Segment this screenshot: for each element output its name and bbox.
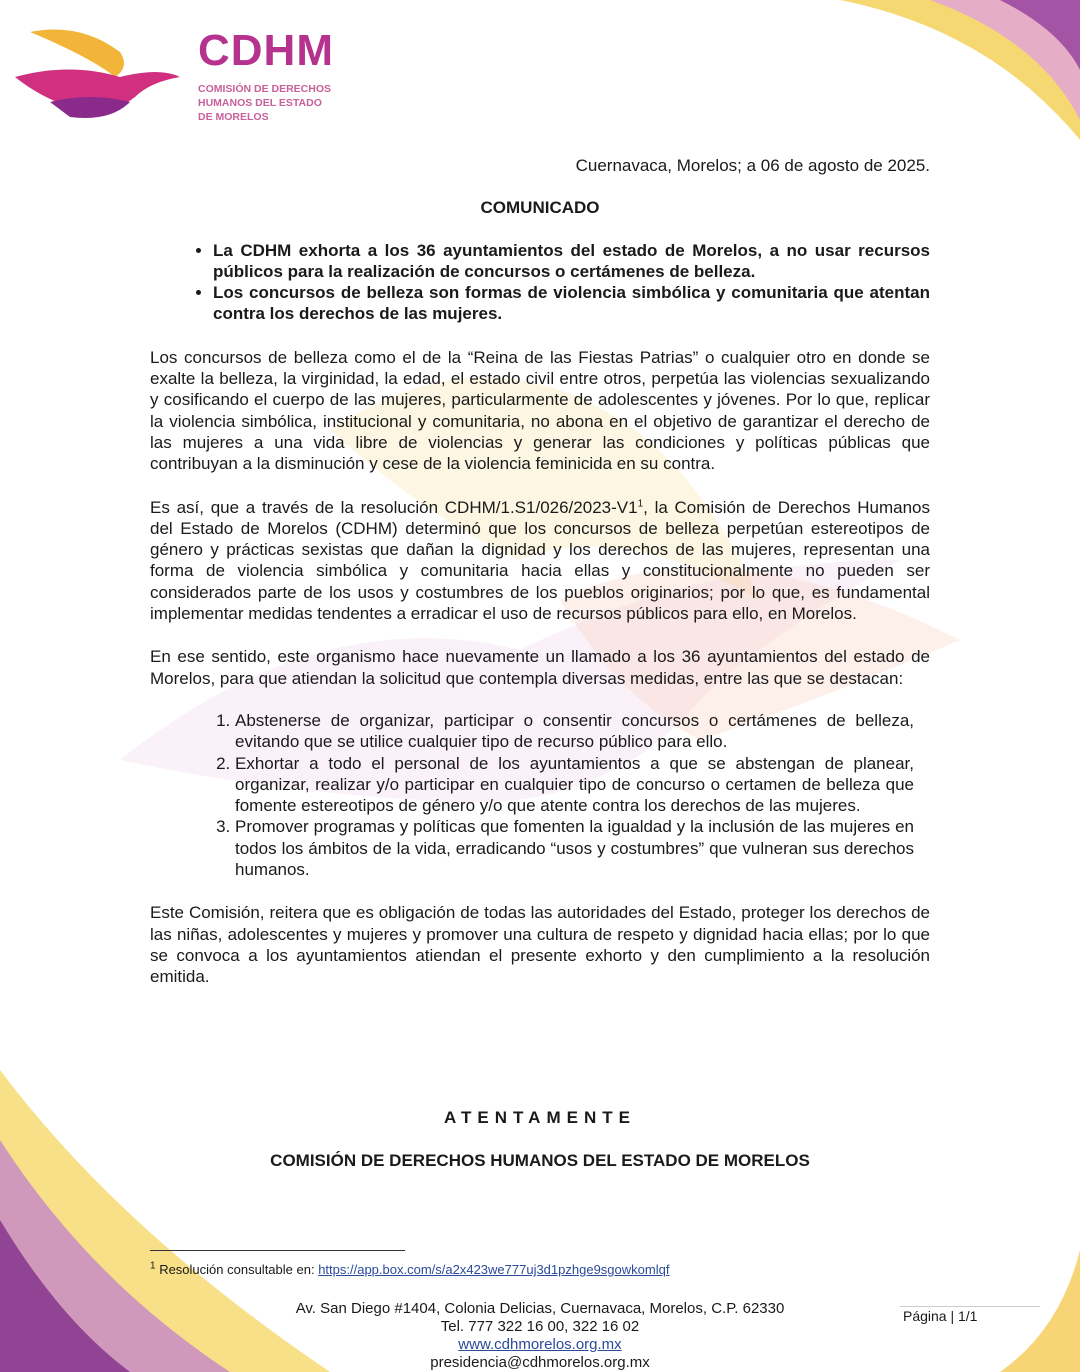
paragraph-2-end: , la Comisión de Derechos Humanos del Estado de Morelos (CDHM) determinó que los concursos de belleza perpetúan estereotipos de género y prácticas sexistas que dañan la dignidad y los derechos de las mujeres, representan una forma de violencia simbólica y comunitaria hacia ellas y constitucionalmente no pueden ser considerados parte de los usos y costumbres de los pueblos originarios; por lo que, es fundamental implementar medidas tendentes a erradicar el uso de recursos públicos para ello, en Morelos. [150,497,930,624]
signing-organization: COMISIÓN DE DERECHOS HUMANOS DEL ESTADO DE MORELOS [270,1151,810,1170]
logo-acronym: CDHM [198,26,334,75]
page-footer [250,1300,830,1372]
logo-subtitle-line: COMISIÓN DE DERECHOS [198,83,332,95]
footnote-marker: 1 [150,1260,156,1272]
closing-salutation: ATENTAMENTE [444,1108,636,1127]
measure-item: 3. Promover programas y políticas que fomenten la igualdad y la inclusión de las mujeres en todos los ámbitos de la vida, erradicando “usos y costumbres” que vulneran sus derechos humanos. [235,816,914,880]
footnote-link[interactable]: https://app.box.com/s/a2x423we777uj3d1pzhge9sgowkomlqf [318,1262,670,1277]
footnote [150,1262,669,1277]
paragraph-2 [150,497,930,625]
footer-website-link[interactable]: www.cdhmorelos.org.mx [458,1336,622,1353]
highlight-item: • La CDHM exhorta a los 36 ayuntamientos del estado de Morelos, a no usar recursos públicos para la realización de concursos o certámenes de belleza. [213,240,930,283]
logo-subtitle [198,82,331,124]
page-number: Página | 1/1 [903,1308,978,1324]
footnote-label: Resolución consultable en: [159,1262,315,1277]
highlights-list [150,240,930,325]
paragraph-1: Los concursos de belleza como el de la “Reina de las Fiestas Patrias” o cualquier otro en donde se exalte la belleza, la virginidad, la edad, el estado civil entre otros, perpetúa las violencias sexualizando y cosificando el cuerpo de las mujeres, particularmente de adolescentes y jóvenes. Por lo que, replicar la violencia simbólica, institucional y comunitaria, no abona en el objetivo de garantizar el derecho de las mujeres a una vida libre de violencias y generar las condiciones y políticas públicas que contribuyan a la disminución y cese de la violencia feminicida en su contra. [150,347,930,474]
paragraph-2-start: Es así, que a través de la resolución CDHM/1.S1/026/2023-V1 [150,497,638,517]
measure-item: 1. Abstenerse de organizar, participar o consentir concursos o certámenes de belleza, evitando que se utilice cualquier tipo de recurso público para ello. [235,710,914,753]
document-date: Cuernavaca, Morelos; a 06 de agosto de 2025. [575,156,930,175]
document-title: COMUNICADO [480,198,600,218]
document-body [150,150,930,988]
footer-email: presidencia@cdhmorelos.org.mx [430,1354,650,1371]
measures-list [150,710,914,880]
logo-subtitle-line: HUMANOS DEL ESTADO [198,97,322,109]
paragraph-4: Este Comisión, reitera que es obligación de todas las autoridades del Estado, proteger los derechos de las niñas, adolescentes y mujeres y promover una cultura de respeto y dignidad hacia ellas; por lo que se convoca a los ayuntamientos atiendan el presente exhorto y den cumplimiento a la resolución emitida. [150,903,930,987]
dove-logo-icon [10,22,190,122]
logo-subtitle-line: DE MORELOS [198,111,269,123]
page-number-divider [900,1306,1040,1307]
footer-phone: Tel. 777 322 16 00, 322 16 02 [440,1318,640,1335]
footnote-divider [150,1250,405,1251]
footer-address: Av. San Diego #1404, Colonia Delicias, Cuernavaca, Morelos, C.P. 62330 [295,1300,785,1317]
highlight-item: • Los concursos de belleza son formas de violencia simbólica y comunitaria que atentan contra los derechos de las mujeres. [213,282,930,325]
footnote-reference: 1 [637,497,644,509]
measure-item: 2. Exhortar a todo el personal de los ayuntamientos a que se abstengan de planear, organizar, realizar y/o participar en cualquier tipo de concurso o certamen de belleza que fomente estereotipos de género y/o que atente contra los derechos de las mujeres. [235,753,914,817]
cdhm-logo [10,22,334,132]
paragraph-3: En ese sentido, este organismo hace nuevamente un llamado a los 36 ayuntamientos del estado de Morelos, para que atiendan la solicitud que contempla diversas medidas, entre las que se destacan: [150,647,930,688]
